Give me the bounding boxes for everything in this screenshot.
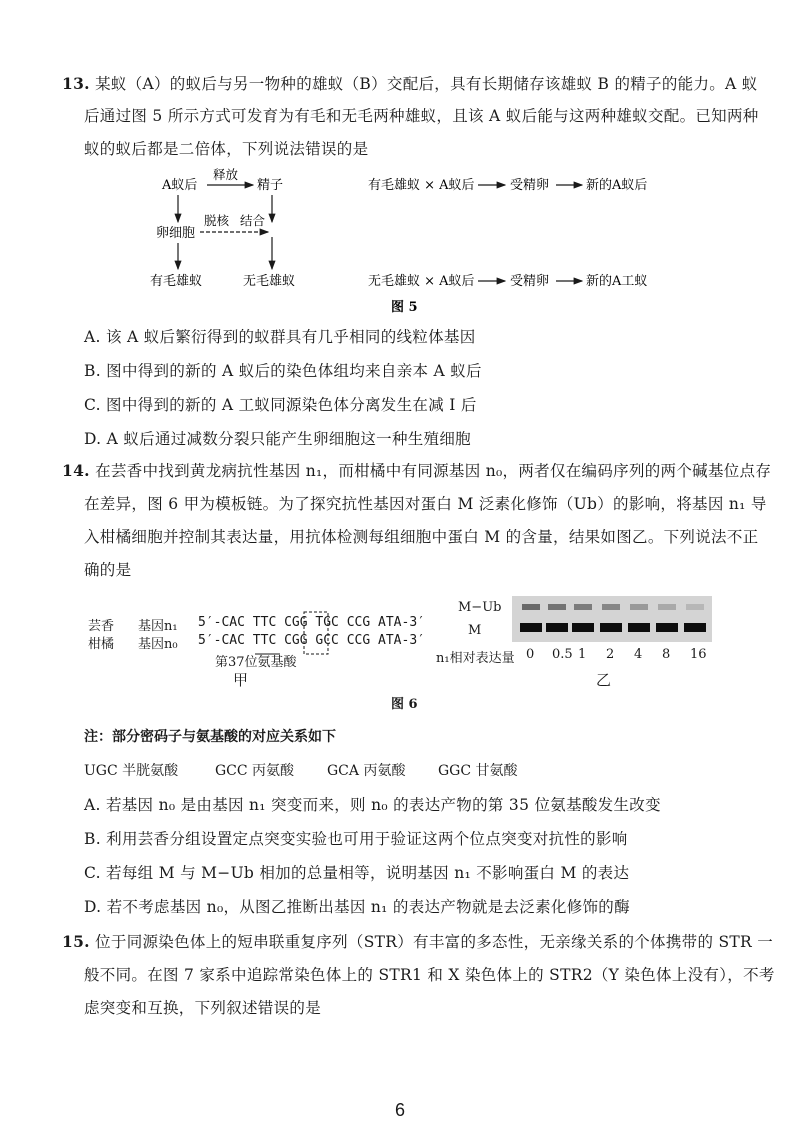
figure-5-caption: 图 5 (391, 300, 418, 315)
fig6b-x-title: n₁相对表达量 (436, 651, 515, 666)
fig6a-row1-species: 芸香 (88, 619, 115, 634)
q14-option-d: D. 若不考虑基因 n₀，从图乙推断出基因 n₁ 的表达产物就是去泛素化修饰的酶 (84, 898, 630, 916)
codon-note-title: 注：部分密码子与氨基酸的对应关系如下 (84, 729, 336, 745)
q15-stem-line-1: 15. 位于同源染色体上的短串联重复序列（STR）有丰富的多态性，无亲缘关系的个体携带的 STR 一 (62, 932, 774, 951)
mub-band-lane-2 (574, 604, 592, 610)
cross-1-zygote: 受精卵 (510, 178, 550, 193)
blot-background (512, 596, 712, 642)
q14-stem-line-4: 确的是 (84, 561, 132, 579)
q15-stem-line-3: 虑突变和互换，下列叙述错误的是 (84, 999, 322, 1017)
fig6a-row2-species: 柑橘 (88, 637, 115, 652)
queen-label: A蚁后 (162, 178, 198, 193)
level-label-6: 16 (690, 647, 707, 662)
fig6a-panel-label: 甲 (233, 671, 249, 689)
fig6a-row2-gene: 基因n₀ (138, 637, 178, 652)
level-label-4: 4 (634, 647, 643, 662)
codon-3: GCA 丙氨酸 (327, 763, 406, 779)
q13-stem-line-1: 13. 某蚁（A）的蚁后与另一物种的雄蚁（B）交配后，具有长期储存该雄蚁 B 的精子的能力。A 蚁 (62, 74, 758, 93)
m-band-lane-3 (600, 623, 622, 632)
level-label-5: 8 (662, 647, 671, 662)
fig6b-m-label: M (468, 623, 482, 638)
fig6b-panel-label: 乙 (596, 671, 612, 689)
q13-option-a: A. 该 A 蚁后繁衍得到的蚁群具有几乎相同的线粒体基因 (84, 328, 476, 346)
fig6a-row1-gene: 基因n₁ (138, 619, 178, 634)
codon-1: UGC 半胱氨酸 (84, 763, 179, 779)
figure-5-diagram (0, 165, 800, 465)
release-label: 释放 (213, 167, 239, 182)
m-band-lane-0 (520, 623, 542, 632)
fig6a-aa-label: 第37位氨基酸 (215, 655, 297, 670)
q15-stem-line-2: 般不同。在图 7 家系中追踪常染色体上的 STR1 和 X 染色体上的 STR2（Y 染色体上没有），不考 (84, 966, 775, 984)
western-blot (512, 596, 712, 642)
q13-option-b: B. 图中得到的新的 A 蚁后的染色体组均来自亲本 A 蚁后 (84, 362, 482, 380)
cross-2-zygote: 受精卵 (510, 274, 550, 289)
q14-stem-line-3: 入柑橘细胞并控制其表达量，用抗体检测每组细胞中蛋白 M 的含量，结果如图乙。下列说法不正 (84, 528, 759, 546)
fig6b-levels (0, 647, 800, 665)
fig6a-row1-sequence: 5′-CAC TTC CGG TGC CCG ATA-3′ (198, 615, 425, 630)
level-label-0: 0 (526, 647, 535, 662)
q14-option-a: A. 若基因 n₀ 是由基因 n₁ 突变而来，则 n₀ 的表达产物的第 35 位氨基酸发生改变 (84, 796, 661, 814)
hairy-male-label: 有毛雄蚁 (150, 274, 203, 289)
q13-option-c: C. 图中得到的新的 A 工蚁同源染色体分离发生在减 Ⅰ 后 (84, 396, 477, 414)
level-label-3: 2 (606, 647, 615, 662)
q15-number: 15. (62, 932, 90, 951)
mub-band-lane-1 (548, 604, 566, 610)
level-label-1: 0.5 (552, 647, 573, 662)
cross-1-parents: 有毛雄蚁 × A蚁后 (368, 178, 475, 193)
figure-6-caption: 图 6 (391, 697, 418, 712)
mub-band-lane-6 (686, 604, 704, 610)
new-worker-label: 新的A工蚁 (586, 274, 648, 289)
m-band-lane-4 (628, 623, 650, 632)
q13-stem-line-2: 后通过图 5 所示方式可发育为有毛和无毛两种雄蚁，且该 A 蚁后能与这两种雄蚁交配。已知两种 (84, 107, 759, 125)
q14-number: 14. (62, 461, 90, 480)
mub-band-lane-0 (522, 604, 540, 610)
m-band-lane-6 (684, 623, 706, 632)
page-number: 6 (394, 1100, 405, 1120)
mub-band-lane-5 (658, 604, 676, 610)
hairless-male-label: 无毛雄蚁 (243, 274, 296, 289)
codon-4: GGC 甘氨酸 (438, 763, 518, 779)
new-queen-label: 新的A蚁后 (586, 178, 648, 193)
enucleate-label: 脱核 (204, 213, 230, 228)
egg-label: 卵细胞 (156, 226, 196, 241)
q14-option-c: C. 若每组 M 与 M−Ub 相加的总量相等，说明基因 n₁ 不影响蛋白 M 的表达 (84, 864, 630, 882)
fig6b-mub-label: M−Ub (458, 600, 502, 615)
codon-2: GCC 丙氨酸 (215, 763, 295, 779)
m-band-lane-2 (572, 623, 594, 632)
q14-option-b: B. 利用芸香分组设置定点突变实验也可用于验证这两个位点突变对抗性的影响 (84, 830, 628, 848)
level-label-2: 1 (578, 647, 587, 662)
m-band-lane-5 (656, 623, 678, 632)
sperm-label: 精子 (257, 178, 284, 193)
q14-stem-line-2: 在差异，图 6 甲为模板链。为了探究抗性基因对蛋白 M 泛素化修饰（Ub）的影响，将基因 n₁ 导 (84, 495, 767, 513)
q13-option-d: D. A 蚁后通过减数分裂只能产生卵细胞这一种生殖细胞 (84, 430, 471, 448)
m-band-lane-1 (546, 623, 568, 632)
q14-stem-line-1: 14. 在芸香中找到黄龙病抗性基因 n₁，而柑橘中有同源基因 n₀，两者仅在编码序列的两个碱基位点存 (62, 461, 772, 480)
combine-label: 结合 (240, 213, 266, 228)
q13-number: 13. (62, 74, 90, 93)
fig6a-row2-sequence: 5′-CAC TTC CGG GCC CCG ATA-3′ (198, 633, 425, 648)
q13-stem-line-3: 蚁的蚁后都是二倍体，下列说法错误的是 (84, 140, 369, 158)
mub-band-lane-4 (630, 604, 648, 610)
mub-band-lane-3 (602, 604, 620, 610)
cross-2-parents: 无毛雄蚁 × A蚁后 (368, 274, 475, 289)
